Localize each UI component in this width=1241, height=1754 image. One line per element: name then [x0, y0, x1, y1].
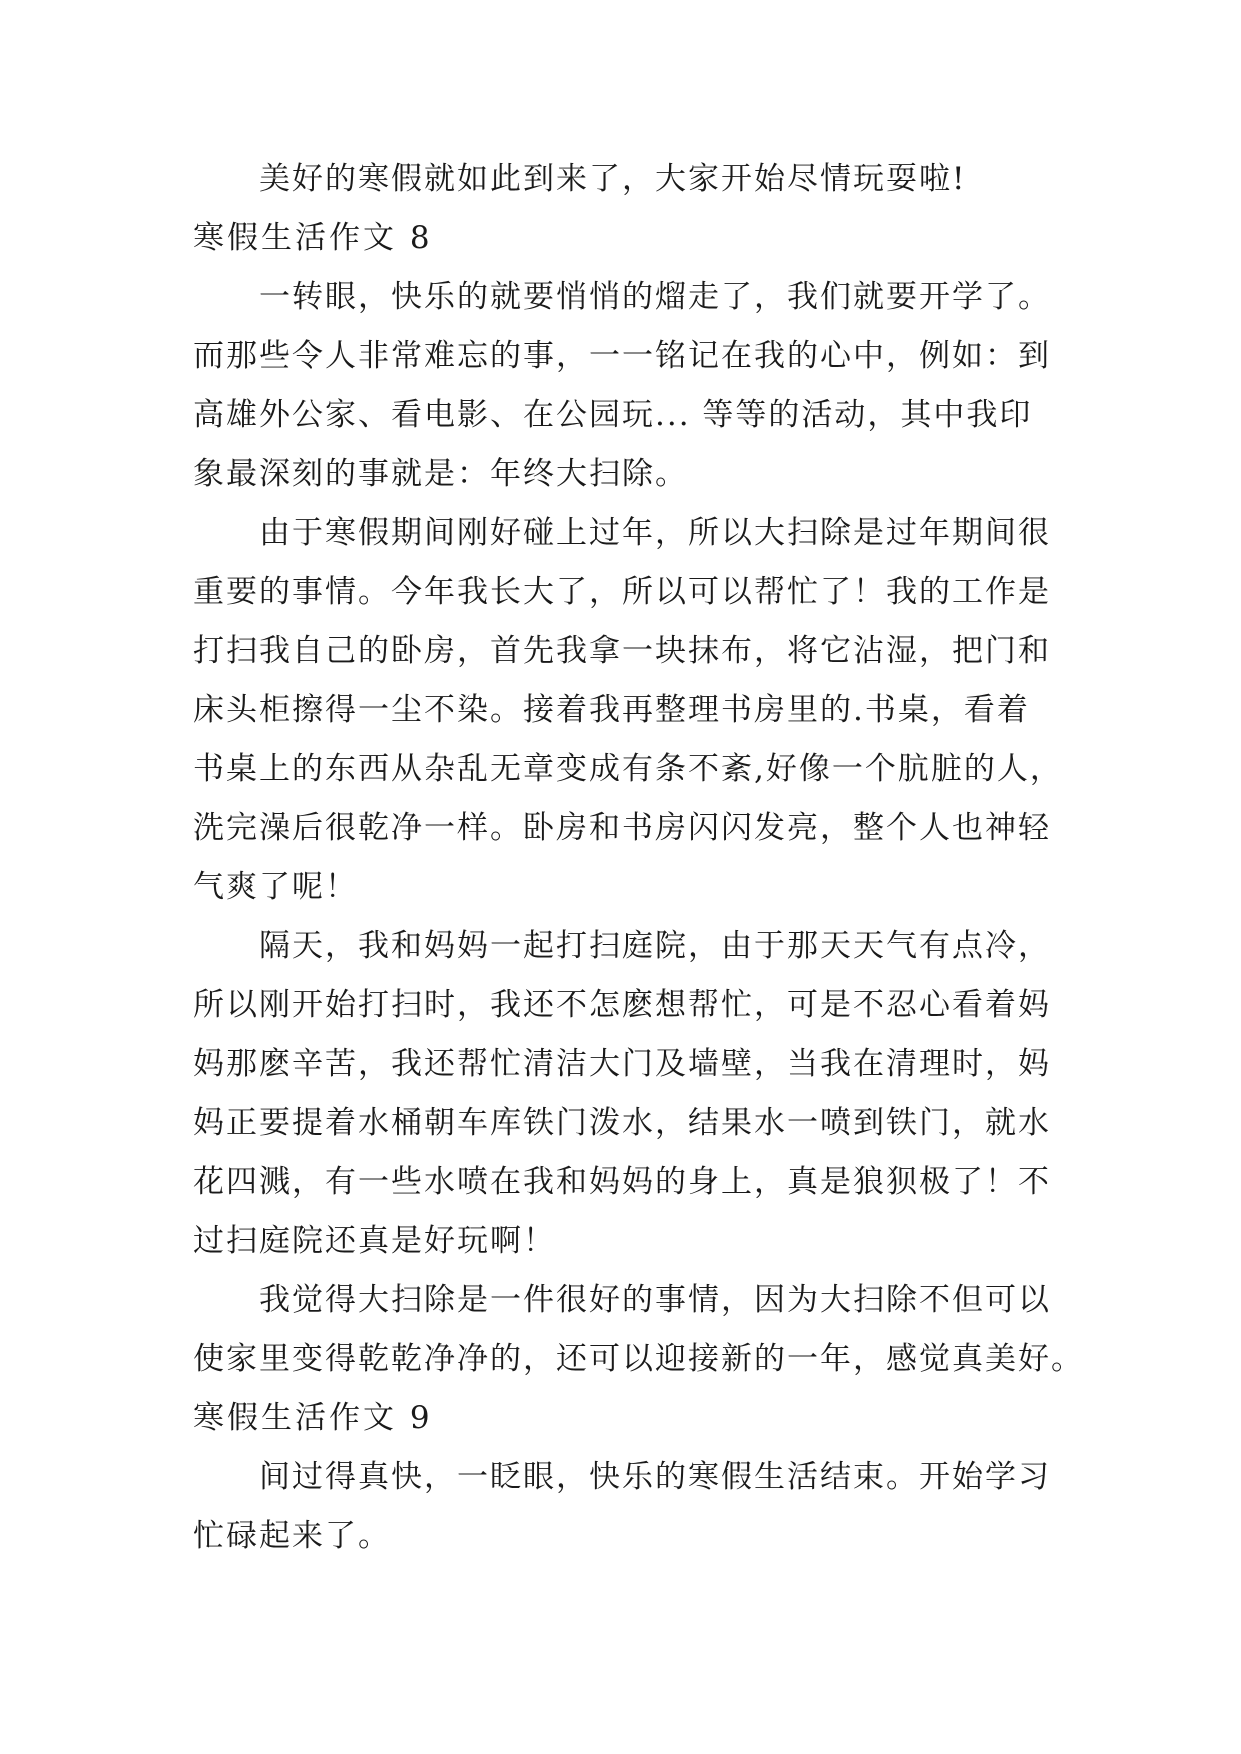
text-line: 气爽了呢！ — [193, 869, 358, 905]
text-line: 我觉得大扫除是一件很好的事情，因为大扫除不但可以 — [259, 1282, 1051, 1318]
text-line: 一转眼，快乐的就要悄悄的熘走了，我们就要开学了。 — [259, 279, 1051, 315]
text-line: 重要的事情。今年我长大了，所以可以帮忙了！我的工作是 — [193, 574, 1051, 610]
text-line: 妈那麽辛苦，我还帮忙清洁大门及墙壁，当我在清理时，妈 — [193, 1046, 1051, 1082]
text-line: 所以刚开始打扫时，我还不怎麽想帮忙，可是不忍心看着妈 — [193, 987, 1051, 1023]
text-line: 花四溅，有一些水喷在我和妈妈的身上，真是狼狈极了！不 — [193, 1164, 1051, 1200]
text-line: 而那些令人非常难忘的事，一一铭记在我的心中，例如：到 — [193, 338, 1051, 374]
text-line: 象最深刻的事就是：年终大扫除。 — [193, 456, 688, 492]
text-line: 隔天，我和妈妈一起打扫庭院，由于那天天气有点冷， — [259, 928, 1051, 964]
text-line: 书桌上的东西从杂乱无章变成有条不紊,好像一个肮脏的人， — [193, 751, 1063, 787]
text-line: 妈正要提着水桶朝车库铁门泼水，结果水一喷到铁门，就水 — [193, 1105, 1051, 1141]
text-line: 使家里变得乾乾净净的，还可以迎接新的一年，感觉真美好。 — [193, 1341, 1084, 1377]
text-line: 间过得真快，一眨眼，快乐的寒假生活结束。开始学习 — [259, 1459, 1051, 1495]
text-line: 美好的寒假就如此到来了，大家开始尽情玩耍啦! — [259, 161, 967, 197]
document-page — [193, 150, 1084, 1566]
text-line: 床头柜擦得一尘不染。接着我再整理书房里的.书桌，看着 — [193, 692, 1030, 728]
section-heading: 寒假生活作文 8 — [193, 220, 433, 256]
text-line: 过扫庭院还真是好玩啊！ — [193, 1223, 556, 1259]
section-heading: 寒假生活作文 9 — [193, 1400, 433, 1436]
text-line: 洗完澡后很乾净一样。卧房和书房闪闪发亮，整个人也神轻 — [193, 810, 1051, 846]
text-line: 由于寒假期间刚好碰上过年，所以大扫除是过年期间很 — [259, 515, 1051, 551]
text-line: 忙碌起来了。 — [193, 1518, 391, 1554]
text-line: 打扫我自己的卧房，首先我拿一块抹布，将它沾湿，把门和 — [193, 633, 1051, 669]
text-line: 高雄外公家、看电影、在公园玩... 等等的活动，其中我印 — [193, 397, 1033, 433]
